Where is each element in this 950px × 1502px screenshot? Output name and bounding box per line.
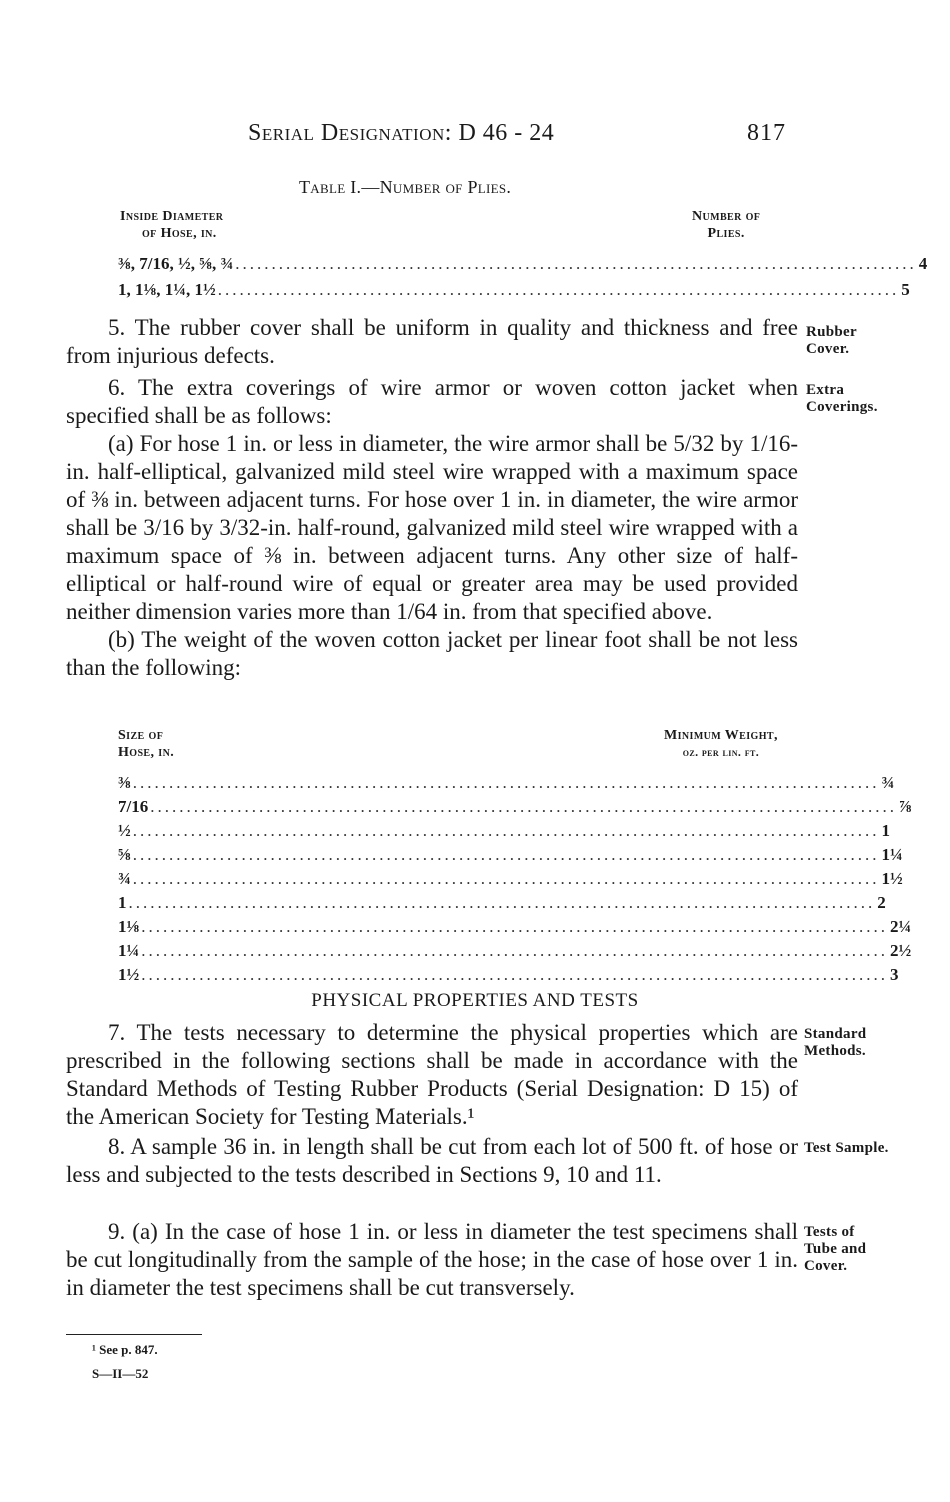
table-row: 1½ ....................................................................................................... 3 <box>118 965 899 984</box>
table-row: 1⅛ ....................................................................................................... 2¼ <box>118 917 912 936</box>
table-row: ⅜, 7/16, ½, ⅝, ¾ .............................................................................................. 4 <box>118 254 928 273</box>
table-row: ¾ ....................................................................................................... 1½ <box>118 869 903 888</box>
table-row: 1¼ ....................................................................................................... 2½ <box>118 941 912 960</box>
weights-col-right-header: Minimum Weight, oz. per lin. ft. <box>664 728 778 759</box>
sidenote-rubber-cover: Rubber Cover. <box>806 324 857 357</box>
table-row: ⅝ ....................................................................................................... 1¼ <box>118 845 903 864</box>
sidenote-tests-of-tube-and-cover: Tests of Tube and Cover. <box>804 1224 867 1274</box>
section-5: 5. The rubber cover shall be uniform in quality and thickness and free from injurious defects. <box>66 315 798 368</box>
table-row: 7/16 ....................................................................................................... ⅞ <box>118 797 912 816</box>
section-heading: PHYSICAL PROPERTIES AND TESTS <box>311 990 639 1011</box>
footnote: ¹ See p. 847. <box>92 1342 158 1357</box>
weights-col-left-header: Size of Hose, in. <box>118 728 175 760</box>
table1-col-right-header: Number of Plies. <box>692 209 761 241</box>
section-9: 9. (a) In the case of hose 1 in. or less in diameter the test specimens shall be cut longitudinally from the sample of the hose; in the case of hose over 1 in. in diameter the test specimens shall be cut transversely. <box>66 1219 798 1300</box>
sidenote-extra-coverings: Extra Coverings. <box>806 382 878 415</box>
table1-caption: Table I.—Number of Plies. <box>299 177 512 197</box>
signature-mark: S—II—52 <box>92 1366 149 1381</box>
footnote-rule <box>66 1334 202 1335</box>
table1-col-left-header: Inside Diameter of Hose, in. <box>120 209 224 241</box>
section-7: 7. The tests necessary to determine the physical properties which are prescribed in the following sections shall be made in accordance with the Standard Methods of Testing Rubber Products (Serial Designation: D 15) of the American Society for Testing Materials.¹ <box>66 1020 798 1129</box>
sidenote-test-sample: Test Sample. <box>804 1140 889 1156</box>
header-title: Serial Designation: D 46 - 24 <box>248 120 555 146</box>
sidenote-standard-methods: Standard Methods. <box>804 1026 867 1059</box>
section-8: 8. A sample 36 in. in length shall be cut from each lot of 500 ft. of hose or less and subjected to the tests described in Sections 9, 10 and 11. <box>66 1134 798 1187</box>
table-row: ½ ....................................................................................................... 1 <box>118 821 890 840</box>
table-row: ⅜ ....................................................................................................... ¾ <box>118 773 895 792</box>
table-row: 1 ....................................................................................................... 2 <box>118 893 886 912</box>
section-6: 6. The extra coverings of wire armor or woven cotton jacket when specified shall be as follows: (a) For hose 1 in. or less in diameter, the wire armor shall be 5/32 by 1/16-in. half-elliptical, galvanized mild steel wire wrapped with a maximum space of ⅜ in. between adjacent turns. For hose over 1 in. in diameter, the wire armor shall be 3/16 by 3/32-in. half-round, galvanized mild steel wire wrapped with a maximum space of ⅜ in. between adjacent turns. Any other size of half-elliptical or half-round wire of equal or greater area may be used provided neither dimension varies more than 1/64 in. from that specified above. (b) The weight of the woven cotton jacket per linear foot shall be not less than the following: <box>66 375 798 680</box>
table-row: 1, 1⅛, 1¼, 1½ .............................................................................................. 5 <box>118 280 910 299</box>
page-number: 817 <box>747 120 786 146</box>
running-header <box>0 120 950 156</box>
